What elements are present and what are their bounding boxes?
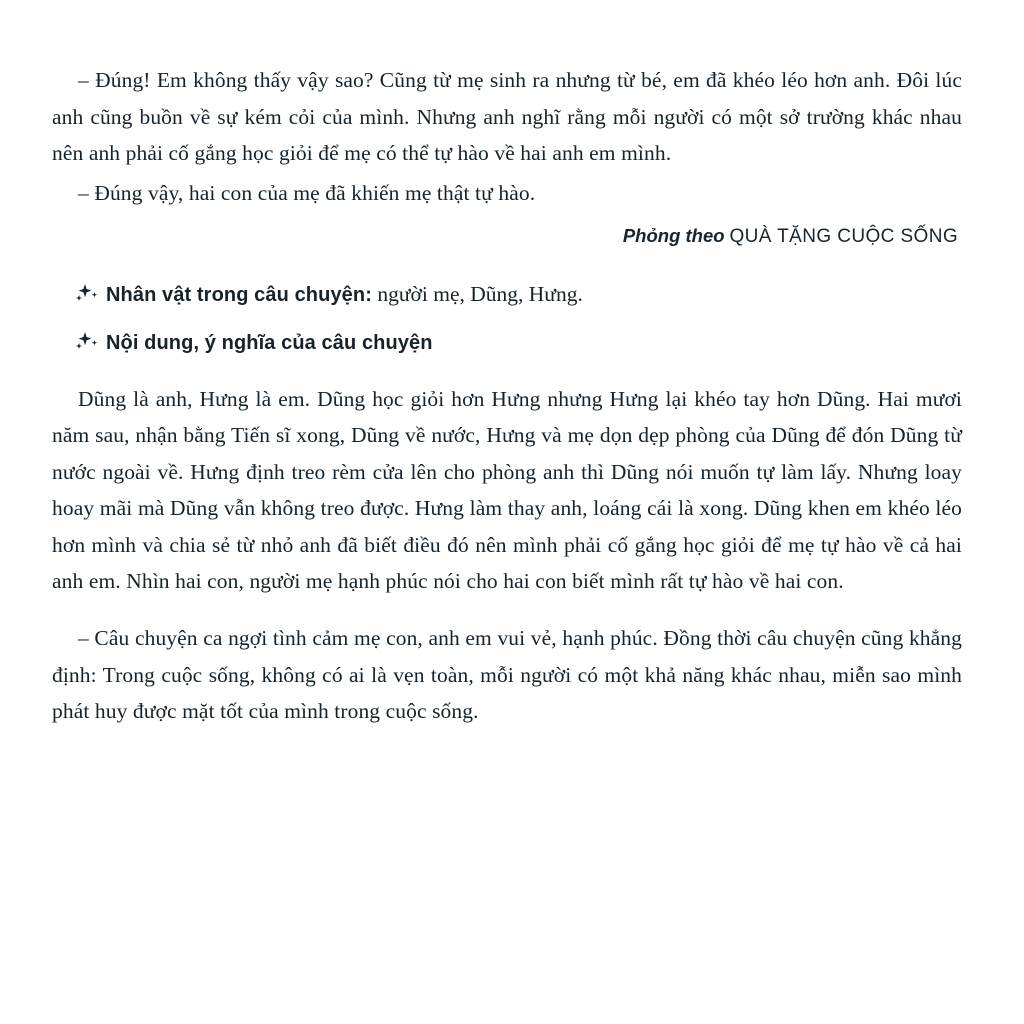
paragraph-dialogue-2: – Đúng vậy, hai con của mẹ đã khiến mẹ thật tự hào. [78, 180, 536, 205]
source-attribution [52, 225, 962, 248]
sparkle-bullet-icon [76, 326, 102, 356]
sparkle-bullet-icon [76, 278, 102, 308]
paragraph-dialogue-1: – Đúng! Em không thấy vậy sao? Cũng từ mẹ sinh ra nhưng từ bé, em đã khéo léo hơn anh. Đôi lúc anh cũng buồn về sự kém cỏi của mình. Nhưng anh nghĩ rằng mỗi người có một sở trường khác nhau nên anh phải cố gắng học giỏi để mẹ có thể tự hào về hai anh em mình. [52, 68, 962, 166]
bullet-item-characters [52, 278, 962, 310]
bullet-text-characters [106, 278, 583, 310]
bullet-text-meaning [106, 326, 433, 358]
paragraph-summary-2: – Câu chuyện ca ngợi tình cảm mẹ con, anh em vui vẻ, hạnh phúc. Đồng thời câu chuyện cũng khẳng định: Trong cuộc sống, không có ai là vẹn toàn, mỗi người có một khả năng khác nhau, miễn sao mình phát huy được mặt tốt của mình trong cuộc sống. [52, 625, 962, 724]
paragraph-summary-1: Dũng là anh, Hưng là em. Dũng học giỏi hơn Hưng nhưng Hưng lại khéo tay hơn Dũng. Hai mươi năm sau, nhận bằng Tiến sĩ xong, Dũng về nước, Hưng và mẹ dọn dẹp phòng của Dũng để đón Dũng từ nước ngoài về. Hưng định treo rèm cửa lên cho phòng anh thì Dũng nói muốn tự làm lấy. Nhưng loay hoay mãi mà Dũng vẫn không treo được. Hưng làm thay anh, loáng cái là xong. Dũng khen em khéo léo hơn mình và chia sẻ từ nhỏ anh đã biết điều đó nên mình phải cố gắng học giỏi để mẹ tự hào về cả hai anh em. Nhìn hai con, người mẹ hạnh phúc nói cho hai con biết mình rất tự hào về hai con. [52, 386, 962, 594]
bullet-item-meaning [52, 326, 962, 358]
bullet-heading-meaning: Nội dung, ý nghĩa của câu chuyện [106, 332, 433, 355]
bullet-rest-characters: người mẹ, Dũng, Hưng. [371, 282, 583, 307]
attribution-prefix: Phỏng theo [622, 225, 725, 247]
attribution-source: QUÀ TẶNG CUỘC SỐNG [729, 226, 958, 248]
bullet-heading-characters: Nhân vật trong câu chuyện: [106, 284, 372, 307]
